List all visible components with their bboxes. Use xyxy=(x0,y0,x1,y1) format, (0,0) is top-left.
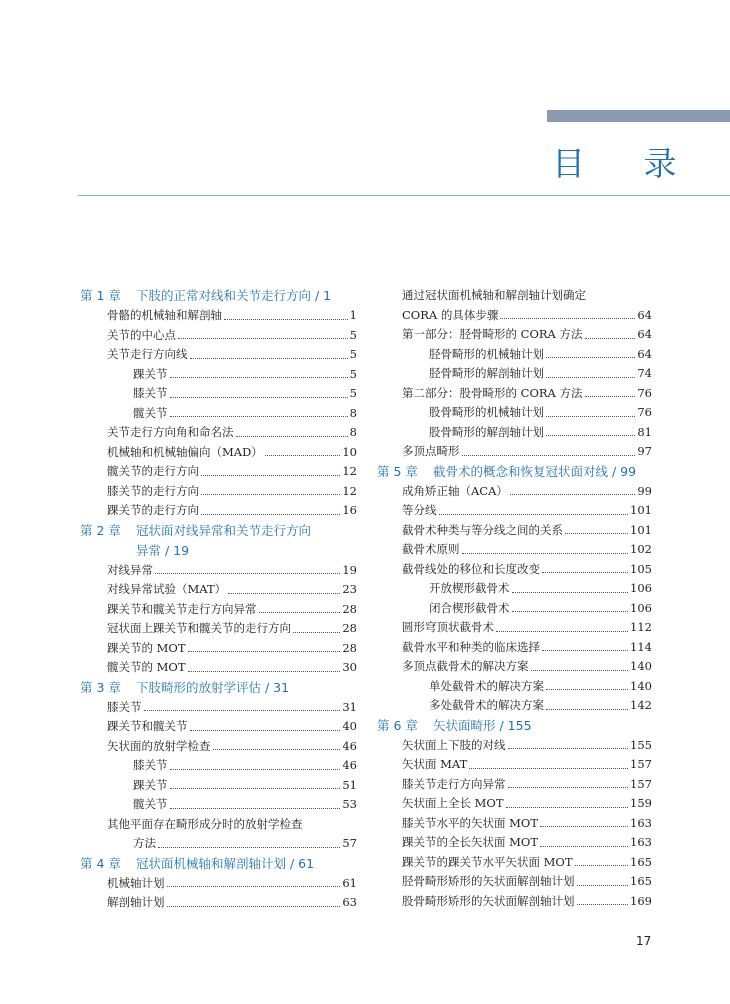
toc-entry-page: 76 xyxy=(637,385,652,400)
toc-entry[interactable] xyxy=(80,600,357,620)
dot-leader xyxy=(540,846,628,847)
toc-entry-title: 单处截骨术的解决方案 xyxy=(429,678,544,693)
dot-leader xyxy=(531,670,629,671)
toc-chapter-heading[interactable] xyxy=(80,521,357,561)
dot-leader xyxy=(542,572,628,573)
toc-entry[interactable] xyxy=(80,756,357,776)
toc-entry[interactable] xyxy=(377,677,652,697)
chapter-title: 截骨术的概念和恢复冠状面对线 / 99 xyxy=(433,463,637,479)
toc-entry[interactable] xyxy=(377,579,652,599)
toc-entry[interactable] xyxy=(377,638,652,658)
title-divider xyxy=(78,195,730,196)
dot-leader xyxy=(546,357,635,358)
toc-entry-text-line: 其他平面存在畸形成分时的放射学检查 xyxy=(107,816,303,831)
toc-entry-page: 61 xyxy=(342,875,357,890)
chapter-number: 第 4 章 xyxy=(80,855,121,871)
toc-entry-page: 101 xyxy=(630,503,652,517)
toc-entry-title: 矢状面 MAT xyxy=(402,757,468,771)
toc-chapter-heading[interactable] xyxy=(377,716,652,736)
toc-entry[interactable] xyxy=(80,423,357,443)
toc-entry-page: 74 xyxy=(637,366,652,380)
toc-entry-page: 46 xyxy=(342,738,357,753)
toc-entry-title: 膝关节走行方向异常 xyxy=(402,776,506,791)
dot-leader xyxy=(188,671,341,672)
toc-entry[interactable] xyxy=(377,618,652,638)
toc-entry[interactable] xyxy=(80,580,357,600)
toc-entry-page: 165 xyxy=(630,874,652,888)
dot-leader xyxy=(170,377,348,378)
toc-entry[interactable] xyxy=(377,364,652,384)
toc-entry-title: 矢状面上全长 MOT xyxy=(402,796,504,810)
toc-entry[interactable] xyxy=(377,325,652,345)
chapter-number: 第 3 章 xyxy=(80,679,121,695)
toc-entry[interactable] xyxy=(377,892,652,912)
toc-entry-page: 5 xyxy=(349,327,357,342)
toc-entry-title: 闭合楔形截骨术 xyxy=(429,600,510,615)
dot-leader xyxy=(506,807,629,808)
toc-entry-title: 踝关节的 MOT xyxy=(107,640,186,655)
dot-leader xyxy=(546,416,635,417)
toc-entry[interactable] xyxy=(80,561,357,581)
toc-entry[interactable] xyxy=(80,365,357,385)
toc-entry-title: 机械轴计划 xyxy=(107,875,165,890)
dot-leader xyxy=(170,808,341,809)
toc-entry-title: 膝关节的走行方向 xyxy=(107,483,199,498)
dot-leader xyxy=(170,769,341,770)
toc-entry-title: 髋关节 xyxy=(133,797,168,811)
toc-entry[interactable] xyxy=(377,794,652,814)
toc-entry[interactable] xyxy=(80,776,357,796)
toc-entry-title: 关节的中心点 xyxy=(107,327,176,342)
toc-entry-title: 踝关节的踝关节水平矢状面 MOT xyxy=(402,854,573,869)
chapter-number: 第 5 章 xyxy=(377,463,418,479)
dot-leader xyxy=(565,533,628,534)
page-number: 17 xyxy=(636,934,652,948)
toc-entry-page: 51 xyxy=(342,777,357,792)
chapter-title: 矢状面畸形 / 155 xyxy=(433,717,532,733)
toc-entry-page: 64 xyxy=(637,327,652,341)
chapter-title: 下肢的正常对线和关节走行方向 / 1 xyxy=(136,288,332,303)
toc-entry-page: 142 xyxy=(630,698,652,712)
toc-entry-title: 髋关节 xyxy=(133,405,168,420)
toc-entry-page: 1 xyxy=(349,308,357,322)
dot-leader xyxy=(167,886,341,887)
toc-entry-title: 第二部分：股骨畸形的 CORA 方法 xyxy=(402,385,583,400)
toc-entry-page: 140 xyxy=(630,659,652,673)
toc-entry-title: CORA 的具体步骤 xyxy=(402,307,499,322)
toc-entry-page: 8 xyxy=(349,405,357,420)
toc-entry-page: 5 xyxy=(349,366,357,381)
toc-entry[interactable] xyxy=(377,384,652,404)
dot-leader xyxy=(170,416,348,417)
toc-entry-page: 10 xyxy=(342,444,357,459)
toc-entry[interactable] xyxy=(80,639,357,659)
toc-entry[interactable] xyxy=(377,345,652,365)
toc-entry[interactable] xyxy=(377,540,652,560)
toc-entry-page: 16 xyxy=(342,503,357,517)
toc-entry-page: 5 xyxy=(349,386,357,400)
dot-leader xyxy=(546,709,628,710)
page-title: 目 录 xyxy=(552,144,701,183)
dot-leader xyxy=(155,573,340,574)
dot-leader xyxy=(585,338,636,339)
toc-entry-title: 方法 xyxy=(133,836,156,850)
toc-entry[interactable] xyxy=(377,403,652,423)
toc-entry[interactable] xyxy=(377,814,652,834)
dot-leader xyxy=(508,748,629,749)
toc-entry[interactable] xyxy=(377,696,652,716)
dot-leader xyxy=(188,651,341,652)
dot-leader xyxy=(510,494,635,495)
dot-leader xyxy=(575,865,629,866)
toc-entry-page: 12 xyxy=(342,483,357,498)
toc-entry-page: 19 xyxy=(342,562,357,577)
toc-entry-page: 76 xyxy=(637,405,652,419)
toc-entry[interactable] xyxy=(80,482,357,502)
toc-entry[interactable] xyxy=(80,795,357,815)
toc-entry[interactable] xyxy=(377,736,652,756)
chapter-number: 第 1 章 xyxy=(80,288,121,303)
dot-leader xyxy=(236,436,348,437)
dot-leader xyxy=(462,553,629,554)
toc-entry[interactable] xyxy=(80,834,357,854)
dot-leader xyxy=(469,768,628,769)
toc-entry[interactable] xyxy=(377,853,652,873)
toc-entry-page: 140 xyxy=(630,678,652,693)
toc-entry-title: 对线异常试验（MAT） xyxy=(107,582,227,596)
toc-entry-title: 踝关节 xyxy=(133,777,168,792)
toc-entry[interactable] xyxy=(80,501,357,521)
toc-entry[interactable] xyxy=(377,306,652,326)
toc-entry[interactable] xyxy=(80,874,357,894)
chapter-title: 冠状面对线异常和关节走行方向 异常 / 19 xyxy=(136,522,312,558)
toc-entry-page: 157 xyxy=(630,757,652,771)
toc-entry[interactable] xyxy=(377,423,652,443)
toc-entry-title: 圆形穹顶状截骨术 xyxy=(402,620,494,634)
toc-entry[interactable] xyxy=(377,521,652,541)
chapter-number: 第 2 章 xyxy=(80,522,121,538)
dot-leader xyxy=(462,455,636,456)
dot-leader xyxy=(201,475,340,476)
toc-entry-title: 矢状面上下肢的对线 xyxy=(402,737,506,752)
dot-leader xyxy=(158,847,340,848)
toc-chapter-heading[interactable] xyxy=(80,286,357,306)
toc-entry-page: 53 xyxy=(342,797,357,811)
toc-entry-title: 踝关节和髋关节走行方向异常 xyxy=(107,601,257,616)
toc-entry-page: 23 xyxy=(342,582,357,596)
toc-entry-page: 5 xyxy=(349,347,357,361)
toc-entry[interactable] xyxy=(80,658,357,678)
dot-leader xyxy=(546,689,628,690)
dot-leader xyxy=(190,730,341,731)
toc-entry-page: 40 xyxy=(342,719,357,733)
toc-entry-page: 12 xyxy=(342,464,357,478)
toc-entry[interactable] xyxy=(80,306,357,326)
toc-entry-title: 截骨线处的移位和长度改变 xyxy=(402,561,540,576)
dot-leader xyxy=(293,632,340,633)
toc-entry[interactable] xyxy=(377,599,652,619)
toc-entry-page: 28 xyxy=(342,621,357,635)
toc-entry-page: 102 xyxy=(630,542,652,556)
dot-leader xyxy=(170,788,341,789)
toc-entry-page: 8 xyxy=(349,425,357,439)
toc-entry[interactable] xyxy=(377,657,652,677)
toc-entry-page: 57 xyxy=(342,836,357,850)
toc-entry-page: 169 xyxy=(630,893,652,908)
toc-entry-page: 159 xyxy=(630,796,652,810)
toc-entry-title: 踝关节 xyxy=(133,366,168,381)
toc-entry[interactable] xyxy=(80,619,357,639)
dot-leader xyxy=(540,826,628,827)
toc-entry-title: 股骨畸形的解剖轴计划 xyxy=(429,424,544,439)
dot-leader xyxy=(546,435,635,436)
toc-entry-page: 28 xyxy=(342,640,357,655)
dot-leader xyxy=(500,318,635,319)
toc-entry-title: 截骨术原则 xyxy=(402,542,460,556)
toc-entry-title: 股骨畸形的机械轴计划 xyxy=(429,405,544,419)
toc-entry[interactable] xyxy=(377,482,652,502)
toc-entry-title: 髋关节的走行方向 xyxy=(107,464,199,478)
toc-entry-title: 第一部分：胫骨畸形的 CORA 方法 xyxy=(402,327,583,341)
toc-entry-page: 46 xyxy=(342,758,357,772)
toc-entry-page: 31 xyxy=(342,699,357,714)
dot-leader xyxy=(144,710,341,711)
dot-leader xyxy=(201,514,340,515)
toc-entry-title: 髋关节的 MOT xyxy=(107,660,186,674)
chapter-title: 下肢畸形的放射学评估 / 31 xyxy=(136,679,290,695)
toc-entry-page: 106 xyxy=(630,600,652,615)
toc-entry[interactable] xyxy=(377,775,652,795)
toc-entry-page: 64 xyxy=(637,346,652,361)
toc-entry[interactable] xyxy=(80,698,357,718)
dot-leader xyxy=(190,358,348,359)
dot-leader xyxy=(213,749,341,750)
toc-entry-page: 64 xyxy=(637,307,652,322)
toc-entry-page: 63 xyxy=(342,895,357,909)
toc-entry-text-line: 通过冠状面机械轴和解剖轴计划确定 xyxy=(402,288,586,302)
toc-entry-title: 多处截骨术的解决方案 xyxy=(429,698,544,712)
dot-leader xyxy=(259,612,341,613)
toc-entry-title: 胫骨畸形的解剖轴计划 xyxy=(429,366,544,380)
dot-leader xyxy=(167,906,341,907)
toc-chapter-heading[interactable] xyxy=(80,854,357,874)
toc-entry[interactable] xyxy=(80,462,357,482)
dot-leader xyxy=(508,787,629,788)
toc-entry-title: 成角矫正轴（ACA） xyxy=(402,483,508,498)
toc-entry-page: 155 xyxy=(630,737,652,752)
toc-entry-page: 28 xyxy=(342,601,357,616)
header-accent-bar xyxy=(547,110,730,122)
toc-entry-title: 矢状面的放射学检查 xyxy=(107,738,211,753)
toc-entry-page: 106 xyxy=(630,581,652,595)
toc-entry-title: 多顶点畸形 xyxy=(402,444,460,458)
toc-entry[interactable] xyxy=(80,717,357,737)
toc-entry[interactable] xyxy=(377,872,652,892)
toc-entry-title: 关节走行方向角和命名法 xyxy=(107,425,234,439)
chapter-title: 冠状面机械轴和解剖轴计划 / 61 xyxy=(136,855,315,871)
toc-entry-title: 多顶点截骨术的解决方案 xyxy=(402,659,529,673)
toc-entry[interactable] xyxy=(80,326,357,346)
dot-leader xyxy=(224,319,348,320)
dot-leader xyxy=(577,904,629,905)
toc-entry[interactable] xyxy=(377,501,652,521)
toc-entry-title: 骨骼的机械轴和解剖轴 xyxy=(107,308,222,322)
dot-leader xyxy=(201,494,340,495)
toc-entry-title: 关节走行方向线 xyxy=(107,347,188,361)
toc-entry-page: 81 xyxy=(637,424,652,439)
toc-entry-page: 105 xyxy=(630,561,652,576)
toc-entry[interactable] xyxy=(80,893,357,913)
toc-entry-title: 机械轴和机械轴偏向（MAD） xyxy=(107,444,263,459)
toc-entry[interactable] xyxy=(377,560,652,580)
dot-leader xyxy=(496,631,628,632)
toc-entry[interactable] xyxy=(377,833,652,853)
dot-leader xyxy=(546,377,635,378)
dot-leader xyxy=(439,514,629,515)
dot-leader xyxy=(178,338,348,339)
toc-entry[interactable] xyxy=(80,404,357,424)
dot-leader xyxy=(542,650,628,651)
dot-leader xyxy=(577,885,629,886)
toc-entry[interactable] xyxy=(377,755,652,775)
toc-entry-page: 97 xyxy=(637,444,652,458)
toc-entry-title: 等分线 xyxy=(402,503,437,517)
toc-chapter-heading[interactable] xyxy=(80,678,357,698)
toc-entry-page: 157 xyxy=(630,776,652,791)
toc-entry[interactable] xyxy=(80,737,357,757)
toc-entry-title: 膝关节 xyxy=(107,699,142,714)
toc-entry[interactable] xyxy=(80,443,357,463)
toc-entry-page: 30 xyxy=(342,660,357,674)
toc-entry-title: 胫骨畸形矫形的矢状面解剖轴计划 xyxy=(402,874,575,888)
dot-leader xyxy=(265,455,341,456)
toc-entry-title: 对线异常 xyxy=(107,562,153,577)
toc-entry-title: 踝关节的走行方向 xyxy=(107,503,199,517)
toc-entry-title: 踝关节和髋关节 xyxy=(107,719,188,733)
toc-entry-title: 解剖轴计划 xyxy=(107,895,165,909)
toc-entry[interactable] xyxy=(80,345,357,365)
dot-leader xyxy=(170,397,348,398)
chapter-number: 第 6 章 xyxy=(377,717,418,733)
dot-leader xyxy=(585,396,636,397)
toc-entry-title: 股骨畸形矫形的矢状面解剖轴计划 xyxy=(402,893,575,908)
toc-entry-title: 冠状面上踝关节和髋关节的走行方向 xyxy=(107,621,291,635)
toc-right-column xyxy=(377,286,652,911)
toc-entry[interactable] xyxy=(377,442,652,462)
toc-entry-title: 截骨水平和种类的临床选择 xyxy=(402,639,540,654)
toc-entry-title: 膝关节水平的矢状面 MOT xyxy=(402,815,539,830)
toc-entry-page: 163 xyxy=(630,835,652,849)
dot-leader xyxy=(512,611,629,612)
toc-entry-title: 开放楔形截骨术 xyxy=(429,581,510,595)
toc-entry-page: 163 xyxy=(630,815,652,830)
toc-entry-title: 踝关节的全长矢状面 MOT xyxy=(402,835,539,849)
toc-entry-page: 165 xyxy=(630,854,652,869)
toc-entry-page: 101 xyxy=(630,522,652,537)
toc-entry-page: 114 xyxy=(630,639,652,654)
dot-leader xyxy=(512,592,629,593)
toc-entry-page: 112 xyxy=(630,620,652,634)
toc-entry-title: 胫骨畸形的机械轴计划 xyxy=(429,346,544,361)
toc-chapter-heading[interactable] xyxy=(377,462,652,482)
toc-entry-title: 膝关节 xyxy=(133,386,168,400)
toc-entry-title: 截骨术种类与等分线之间的关系 xyxy=(402,522,563,537)
toc-entry[interactable] xyxy=(80,384,357,404)
toc-entry-title: 膝关节 xyxy=(133,758,168,772)
toc-left-column xyxy=(80,286,357,913)
dot-leader xyxy=(228,593,340,594)
toc-entry-page: 99 xyxy=(637,483,652,498)
